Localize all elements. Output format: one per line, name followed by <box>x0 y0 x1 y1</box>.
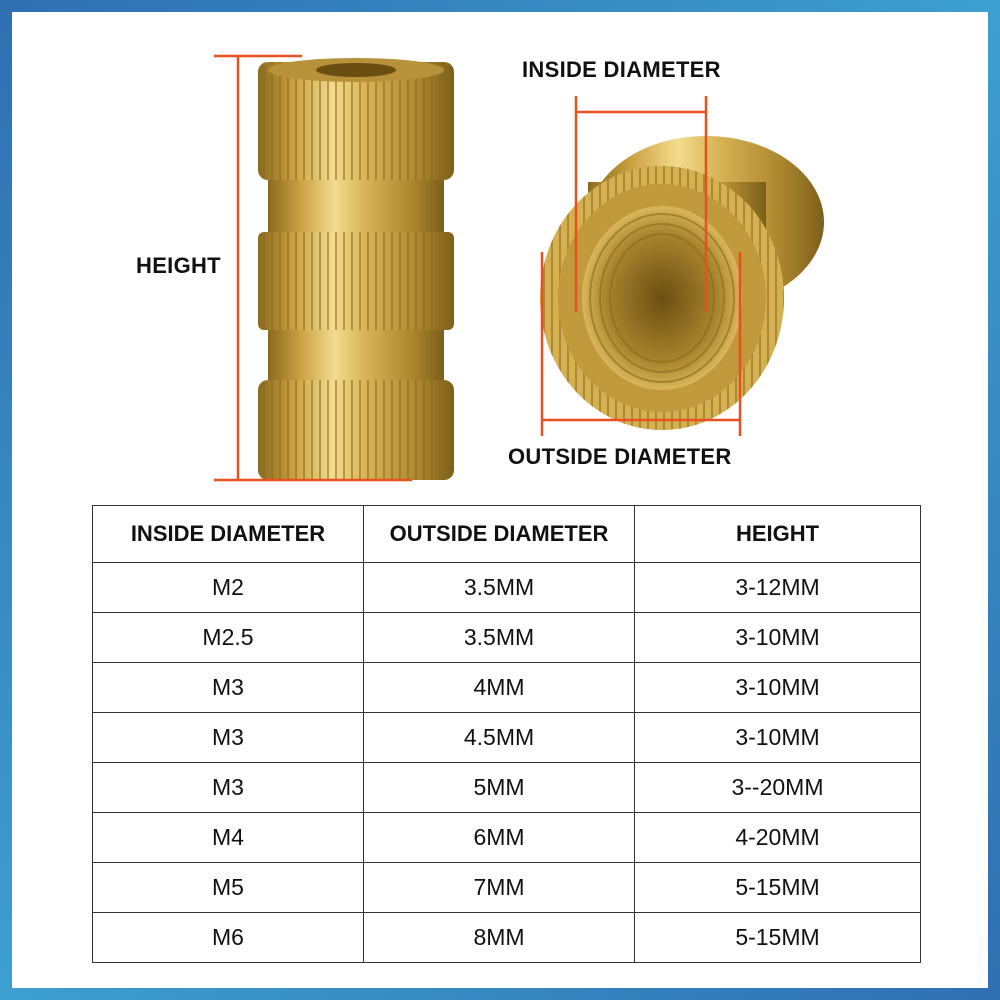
table-row <box>93 763 921 813</box>
cell-height: 4-20MM <box>635 813 921 863</box>
cell-height: 5-15MM <box>635 863 921 913</box>
cell-height: 3-10MM <box>635 713 921 763</box>
cell-height: 5-15MM <box>635 913 921 963</box>
cell-inside-diameter: M5 <box>93 863 364 913</box>
column-header-height: HEIGHT <box>635 506 921 563</box>
insert-end-view <box>540 136 824 430</box>
cell-outside-diameter: 8MM <box>364 913 635 963</box>
table-row <box>93 713 921 763</box>
cell-height: 3-10MM <box>635 613 921 663</box>
table-row <box>93 613 921 663</box>
content-panel <box>12 12 988 988</box>
cell-height: 3-10MM <box>635 663 921 713</box>
inside-diameter-label: INSIDE DIAMETER <box>522 57 721 82</box>
cell-inside-diameter: M3 <box>93 663 364 713</box>
table-row <box>93 563 921 613</box>
table-header-row <box>93 506 921 563</box>
cell-inside-diameter: M3 <box>93 713 364 763</box>
column-header-outside-diameter: OUTSIDE DIAMETER <box>364 506 635 563</box>
cell-inside-diameter: M4 <box>93 813 364 863</box>
insert-diagram <box>12 12 988 492</box>
cell-inside-diameter: M6 <box>93 913 364 963</box>
cell-inside-diameter: M2 <box>93 563 364 613</box>
cell-inside-diameter: M2.5 <box>93 613 364 663</box>
spec-table <box>92 505 921 963</box>
table-row <box>93 813 921 863</box>
cell-outside-diameter: 7MM <box>364 863 635 913</box>
cell-height: 3--20MM <box>635 763 921 813</box>
cell-outside-diameter: 3.5MM <box>364 563 635 613</box>
cell-outside-diameter: 4.5MM <box>364 713 635 763</box>
cell-inside-diameter: M3 <box>93 763 364 813</box>
table-row <box>93 863 921 913</box>
cell-outside-diameter: 6MM <box>364 813 635 863</box>
cell-height: 3-12MM <box>635 563 921 613</box>
column-header-inside-diameter: INSIDE DIAMETER <box>93 506 364 563</box>
cell-outside-diameter: 5MM <box>364 763 635 813</box>
insert-side-view <box>258 58 454 480</box>
cell-outside-diameter: 4MM <box>364 663 635 713</box>
height-label: HEIGHT <box>136 253 221 278</box>
outside-diameter-label: OUTSIDE DIAMETER <box>508 444 732 469</box>
cell-outside-diameter: 3.5MM <box>364 613 635 663</box>
table-row <box>93 913 921 963</box>
table-row <box>93 663 921 713</box>
